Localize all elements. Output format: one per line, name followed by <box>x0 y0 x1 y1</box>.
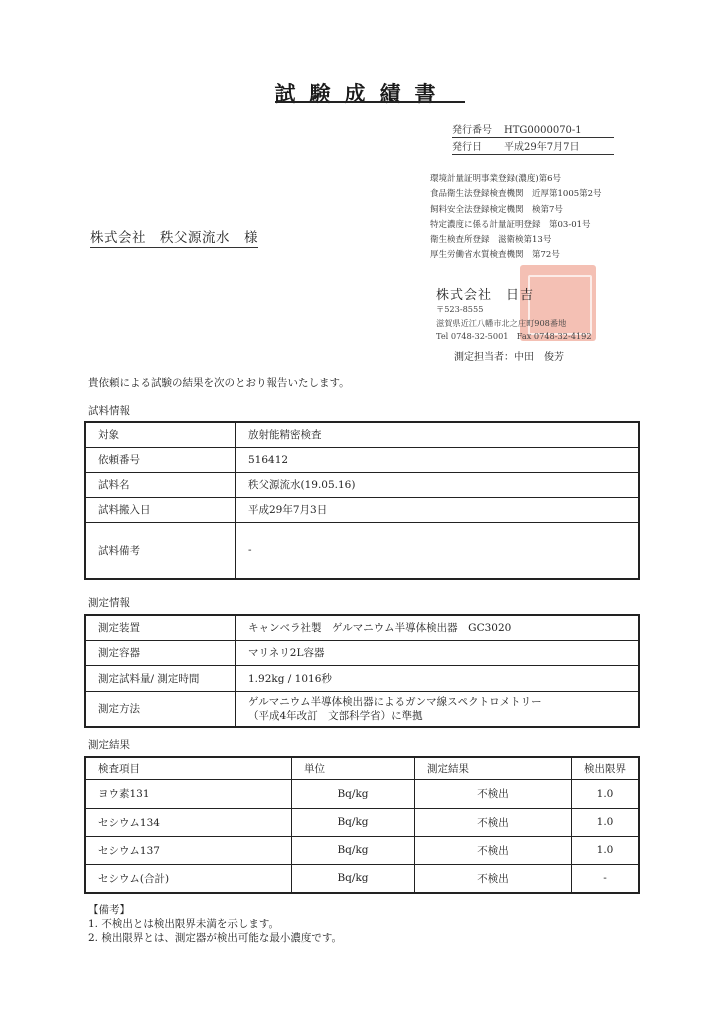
results-table <box>84 756 640 894</box>
table-row <box>85 447 639 472</box>
issue-date <box>452 141 614 155</box>
registration-item: 厚生労働省水質検査機関 第72号 <box>430 250 560 261</box>
row-value: 放射能精密検査 <box>236 422 640 447</box>
measurement-personnel: 測定担当者：中田 俊芳 <box>454 352 564 363</box>
company-address-block <box>436 303 592 344</box>
row-value: 秩父源流水(19.05.16) <box>236 472 640 497</box>
cell-result: 不検出 <box>415 779 572 808</box>
company-name: 株式会社 日吉 <box>436 288 535 303</box>
cell-unit: Bq/kg <box>292 864 415 893</box>
cell-limit: 1.0 <box>572 808 640 836</box>
row-label: 測定容器 <box>85 640 236 665</box>
row-label: 対象 <box>85 422 236 447</box>
cell-limit: - <box>572 864 640 893</box>
cell-limit: 1.0 <box>572 779 640 808</box>
issue-date-value: 平成29年7月7日 <box>504 142 580 153</box>
row-label: 測定装置 <box>85 615 236 640</box>
document-title: 試験成績書 <box>274 81 450 106</box>
table-row <box>85 836 639 864</box>
intro-text: 貴依頼による試験の結果を次のとおり報告いたします。 <box>88 377 350 389</box>
cell-result: 不検出 <box>415 864 572 893</box>
column-header: 単位 <box>292 757 415 779</box>
registration-item: 特定濃度に係る計量証明登録 第03-01号 <box>430 219 591 230</box>
company-postal: 〒523-8555 <box>436 304 484 314</box>
row-value: 平成29年7月3日 <box>236 497 640 522</box>
measurement-info-table <box>84 614 640 728</box>
notes-block <box>88 903 342 945</box>
issue-number-value: HTG0000070-1 <box>504 125 582 136</box>
note-line: 2. 検出限界とは、測定器が検出可能な最小濃度です。 <box>88 932 343 944</box>
table-row <box>85 422 639 447</box>
column-header: 検出限界 <box>572 757 640 779</box>
notes-heading: 【備考】 <box>88 904 130 916</box>
table-row <box>85 808 639 836</box>
registration-item: 環境計量証明事業登録(濃度)第6号 <box>430 174 562 184</box>
row-value: マリネリ2L容器 <box>236 640 640 665</box>
issue-date-label: 発行日 <box>452 142 482 153</box>
company-address: 滋賀県近江八幡市北之庄町908番地 <box>436 317 567 328</box>
table-row <box>85 497 639 522</box>
cell-item: セシウム137 <box>85 836 292 864</box>
table-row <box>85 691 639 727</box>
registration-item: 衛生検査所登録 滋衛検第13号 <box>430 235 552 246</box>
cell-unit: Bq/kg <box>292 808 415 836</box>
row-value: - <box>236 522 640 579</box>
issue-number <box>452 124 614 138</box>
row-label: 依頼番号 <box>85 447 236 472</box>
row-value-line: ゲルマニウム半導体検出器によるガンマ線スペクトロメトリー <box>248 695 542 708</box>
row-value: 1.92kg / 1016秒 <box>236 665 640 691</box>
column-header: 検査項目 <box>85 757 292 779</box>
registration-list <box>430 172 602 264</box>
cell-item: ヨウ素131 <box>85 779 292 808</box>
cell-item: セシウム134 <box>85 808 292 836</box>
title-underline <box>275 101 465 103</box>
cell-result: 不検出 <box>415 836 572 864</box>
row-value: 516412 <box>236 447 640 472</box>
registration-item: 飼料安全法登録検定機関 検第7号 <box>430 204 563 215</box>
table-row <box>85 522 639 579</box>
row-label: 試料搬入日 <box>85 497 236 522</box>
customer-name: 株式会社 秩父源流水 様 <box>90 226 258 248</box>
table-header-row <box>85 757 639 779</box>
note-line: 1. 不検出とは検出限界未満を示します。 <box>88 918 280 930</box>
row-value-line: （平成4年改訂 文部科学省）に準拠 <box>248 709 423 722</box>
issue-number-label: 発行番号 <box>452 125 492 136</box>
company-phone: Tel 0748-32-5001 Fax 0748-32-4192 <box>436 331 592 341</box>
table-row <box>85 472 639 497</box>
sample-info-heading: 試料情報 <box>88 405 130 417</box>
table-row <box>85 779 639 808</box>
cell-result: 不検出 <box>415 808 572 836</box>
table-row <box>85 665 639 691</box>
cell-limit: 1.0 <box>572 836 640 864</box>
table-row <box>85 640 639 665</box>
registration-item: 食品衛生法登録検査機関 近厚第1005第2号 <box>430 189 602 200</box>
table-row <box>85 615 639 640</box>
row-label: 試料備考 <box>85 522 236 579</box>
row-label: 測定方法 <box>85 691 236 727</box>
measurement-info-heading: 測定情報 <box>88 597 130 609</box>
column-header: 測定結果 <box>415 757 572 779</box>
results-heading: 測定結果 <box>88 739 130 751</box>
cell-unit: Bq/kg <box>292 836 415 864</box>
table-row <box>85 864 639 893</box>
sample-info-table <box>84 421 640 580</box>
row-value: キャンベラ社製 ゲルマニウム半導体検出器 GC3020 <box>236 615 640 640</box>
cell-unit: Bq/kg <box>292 779 415 808</box>
row-value <box>236 691 640 727</box>
row-label: 試料名 <box>85 472 236 497</box>
cell-item: セシウム(合計) <box>85 864 292 893</box>
row-label: 測定試料量/ 測定時間 <box>85 665 236 691</box>
